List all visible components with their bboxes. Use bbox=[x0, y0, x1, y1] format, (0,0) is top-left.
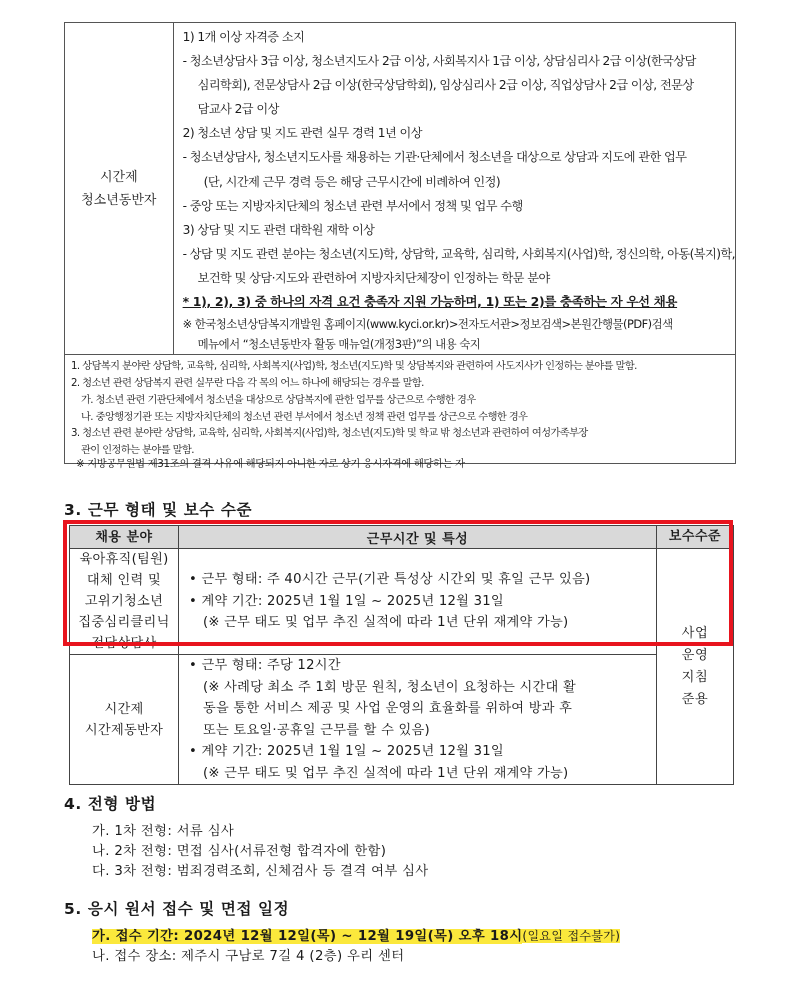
role-line: 청소년동반자 bbox=[81, 192, 157, 208]
detail-line: • 근무 형태: 주당 12시간 bbox=[189, 658, 341, 673]
details-cell bbox=[179, 655, 657, 785]
role-cell bbox=[65, 23, 174, 355]
footnote-line: 관이 인정하는 분야를 말함. bbox=[81, 445, 194, 457]
item-prefix: 가. bbox=[92, 929, 116, 944]
pay-line: 운영 bbox=[681, 647, 709, 663]
detail-line: 동을 통한 서비스 제공 및 사업 운영의 효율화를 위하여 방과 후 bbox=[203, 701, 573, 716]
pay-line: 준용 bbox=[681, 691, 709, 707]
footnote-line: 가. 청소년 관련 기관단체에서 청소년을 대상으로 상담복지에 관한 업무를 상근으로 수행한 경우 bbox=[81, 394, 476, 406]
work-conditions-table bbox=[69, 525, 734, 785]
field-line: 고위기청소년 bbox=[84, 594, 164, 609]
field-cell bbox=[70, 549, 179, 655]
field-line: 육아휴직(팀원) bbox=[79, 552, 169, 567]
qual-line: (단, 시간제 근무 경력 등은 해당 근무시간에 비례하여 인정) bbox=[203, 174, 501, 189]
qual-line: - 상담 및 지도 관련 분야는 청소년(지도)학, 상담학, 교육학, 심리학, 사회복지(사업)학, 정신의학, 아동(복지)학, bbox=[182, 246, 735, 261]
section-3-title: 3. 근무 형태 및 보수 수준 bbox=[64, 501, 253, 519]
footnote-line: 1. 상담복지 분야란 상담학, 교육학, 심리학, 사회복지(사업)학, 청소년(지도)학 및 상담복지와 관련하여 사도지사가 인정하는 분야를 말함. bbox=[71, 361, 637, 373]
application-period: 접수 기간: 2024년 12월 12일(목) ~ 12월 19일(목) 오후 18시 bbox=[115, 929, 523, 944]
qualification-table bbox=[64, 22, 736, 464]
footnotes-cell bbox=[65, 355, 736, 464]
qual-line: 2) 청소년 상담 및 지도 관련 실무 경력 1년 이상 bbox=[182, 126, 422, 141]
field-cell bbox=[70, 655, 179, 785]
field-line: 전담상담사 bbox=[91, 636, 157, 651]
detail-line: (※ 사례당 최소 주 1회 방문 원칙, 청소년이 요청하는 시간대 활 bbox=[203, 679, 576, 695]
field-line: 시간제 bbox=[104, 701, 144, 717]
footnote-line: 3. 청소년 관련 분야란 상담학, 교육학, 심리학, 사회복지(사업)학, 청소년(지도)학 및 학교 밖 청소년과 관련하여 여성가족부장 bbox=[71, 428, 588, 440]
details-cell bbox=[179, 549, 657, 655]
detail-line: • 계약 기간: 2025년 1월 1일 ~ 2025년 12월 31일 bbox=[189, 744, 504, 759]
list-item: 나. 2차 전형: 면접 심사(서류전형 합격자에 한함) bbox=[92, 844, 387, 859]
qual-line: - 청소년상담사 3급 이상, 청소년지도사 2급 이상, 사회복지사 1급 이상, 상담심리사 2급 이상(한국상담 bbox=[182, 54, 696, 69]
header-pay: 보수수준 bbox=[657, 526, 734, 549]
pay-line: 지침 bbox=[681, 669, 709, 685]
detail-line: • 계약 기간: 2025년 1월 1일 ~ 2025년 12월 31일 bbox=[189, 593, 504, 609]
qual-line: 3) 상담 및 지도 관련 대학원 재학 이상 bbox=[182, 222, 375, 237]
qual-line: 1) 1개 이상 자격증 소지 bbox=[182, 30, 305, 44]
qual-line: - 중앙 또는 지방자치단체의 청소년 관련 부서에서 정책 및 업무 수행 bbox=[182, 198, 523, 213]
section-4-title: 4. 전형 방법 bbox=[64, 795, 157, 813]
qual-line: - 청소년상담사, 청소년지도사를 채용하는 기관·단체에서 청소년을 대상으로 상담과 지도에 관한 업무 bbox=[182, 150, 687, 165]
detail-line: • 근무 형태: 주 40시간 근무(기관 특성상 시간외 및 휴일 근무 있음) bbox=[189, 572, 591, 588]
list-item: 가. 1차 전형: 서류 심사 bbox=[92, 824, 235, 839]
field-line: 집중심리클리닉 bbox=[78, 615, 170, 630]
field-line: 대체 인력 및 bbox=[86, 573, 162, 588]
field-line: 시간제동반자 bbox=[84, 722, 164, 738]
detail-line: (※ 근무 태도 및 업무 추진 실적에 따라 1년 단위 재계약 가능) bbox=[203, 615, 569, 631]
header-hours: 근무시간 및 특성 bbox=[179, 526, 657, 549]
section-5-title: 5. 응시 원서 접수 및 면접 일정 bbox=[64, 900, 290, 918]
list-item bbox=[92, 925, 620, 944]
table-header-row bbox=[70, 526, 734, 549]
pay-cell bbox=[657, 549, 734, 785]
qual-line: 심리학회), 전문상담사 2급 이상(한국상담학회), 임상심리사 2급 이상, 직업상담사 2급 이상, 전문상 bbox=[197, 78, 694, 93]
eligibility-note: ※ 지방공무원법 제31조의 결격 사유에 해당되지 아니한 자로 상기 응시자격에 해당하는 자 bbox=[76, 458, 465, 470]
role-line: 시간제 bbox=[99, 169, 138, 185]
qual-line: 보건학 및 상담·지도와 관련하여 지방자치단체장이 인정하는 학문 분야 bbox=[197, 270, 550, 285]
qual-line: 담교사 2급 이상 bbox=[197, 102, 279, 117]
priority-note: * 1), 2), 3) 중 하나의 자격 요건 충족자 지원 가능하며, 1) 또는 2)를 충족하는 자 우선 채용 bbox=[182, 294, 678, 310]
table-row bbox=[70, 549, 734, 655]
detail-line: 또는 토요일·공휴일 근무를 할 수 있음) bbox=[203, 722, 430, 738]
header-field: 채용 분야 bbox=[70, 526, 179, 549]
list-item: 나. 접수 장소: 제주시 구남로 7길 4 (2층) 우리 센터 bbox=[92, 949, 405, 964]
footnote-line: 2. 청소년 관련 상담복지 관련 실무란 다음 각 목의 어느 하나에 해당되는 경우를 말함. bbox=[71, 377, 424, 389]
reference-note: 메뉴에서 “청소년동반자 활동 매뉴얼(개정3판)”의 내용 숙지 bbox=[197, 337, 481, 352]
qualification-details bbox=[173, 23, 735, 355]
reference-note: ※ 한국청소년상담복지개발원 홈페이지(www.kyci.or.kr)>전자도서관>정보검색>본원간행물(PDF)검색 bbox=[182, 317, 673, 332]
table-row bbox=[70, 655, 734, 785]
list-item: 다. 3차 전형: 범죄경력조회, 신체검사 등 결격 여부 심사 bbox=[92, 864, 429, 879]
detail-line: (※ 근무 태도 및 업무 추진 실적에 따라 1년 단위 재계약 가능) bbox=[203, 765, 569, 781]
pay-line: 사업 bbox=[681, 625, 709, 641]
footnote-line: 나. 중앙행정기관 또는 지방자치단체의 청소년 관련 부서에서 청소년 정책 관련 업무를 상근으로 수행한 경우 bbox=[81, 411, 528, 423]
application-period-note: (일요일 접수불가) bbox=[522, 929, 621, 943]
